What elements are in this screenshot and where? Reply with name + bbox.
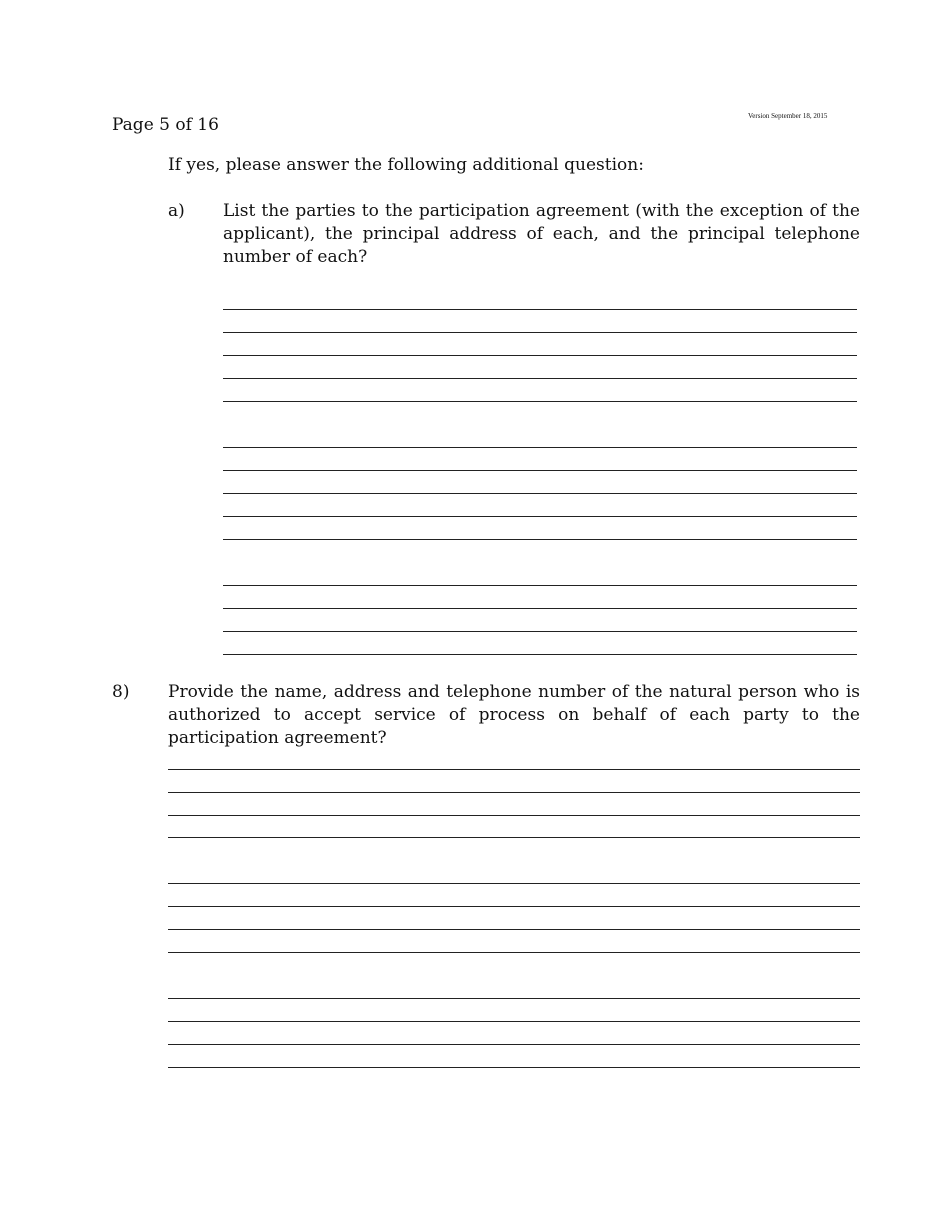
answer-a-line-14[interactable] xyxy=(223,654,857,655)
answer-a-line-6[interactable] xyxy=(223,447,857,448)
answer-8-line-1[interactable] xyxy=(168,769,860,770)
answer-8-line-2[interactable] xyxy=(168,792,860,793)
answer-8-line-7[interactable] xyxy=(168,929,860,930)
answer-8-line-12[interactable] xyxy=(168,1067,860,1068)
version-date: Version September 18, 2015 xyxy=(748,112,828,120)
answer-8-line-9[interactable] xyxy=(168,998,860,999)
answer-a-line-4[interactable] xyxy=(223,378,857,379)
answer-8-line-10[interactable] xyxy=(168,1021,860,1022)
answer-a-line-2[interactable] xyxy=(223,332,857,333)
answer-a-line-3[interactable] xyxy=(223,355,857,356)
question-a-text: List the parties to the participation agreement (with the exception of the applicant), the principal address of each, and the principal telephone number of each? xyxy=(223,201,860,267)
question-a-marker: a) xyxy=(168,201,185,221)
answer-a-line-11[interactable] xyxy=(223,585,857,586)
answer-8-line-8[interactable] xyxy=(168,952,860,953)
question-8-marker: 8) xyxy=(112,682,130,702)
answer-8-line-4[interactable] xyxy=(168,837,860,838)
answer-a-line-5[interactable] xyxy=(223,401,857,402)
answer-8-line-11[interactable] xyxy=(168,1044,860,1045)
answer-a-line-8[interactable] xyxy=(223,493,857,494)
answer-a-line-7[interactable] xyxy=(223,470,857,471)
answer-a-line-1[interactable] xyxy=(223,309,857,310)
answer-a-line-10[interactable] xyxy=(223,539,857,540)
answer-8-line-6[interactable] xyxy=(168,906,860,907)
answer-8-line-5[interactable] xyxy=(168,883,860,884)
page-number: Page 5 of 16 xyxy=(112,115,219,135)
answer-a-line-9[interactable] xyxy=(223,516,857,517)
answer-a-line-13[interactable] xyxy=(223,631,857,632)
intro-instruction: If yes, please answer the following additional question: xyxy=(168,155,644,175)
answer-8-line-3[interactable] xyxy=(168,815,860,816)
answer-a-line-12[interactable] xyxy=(223,608,857,609)
question-8-text: Provide the name, address and telephone number of the natural person who is authorized to accept service of process on behalf of each party to the participation agreement? xyxy=(168,682,860,748)
